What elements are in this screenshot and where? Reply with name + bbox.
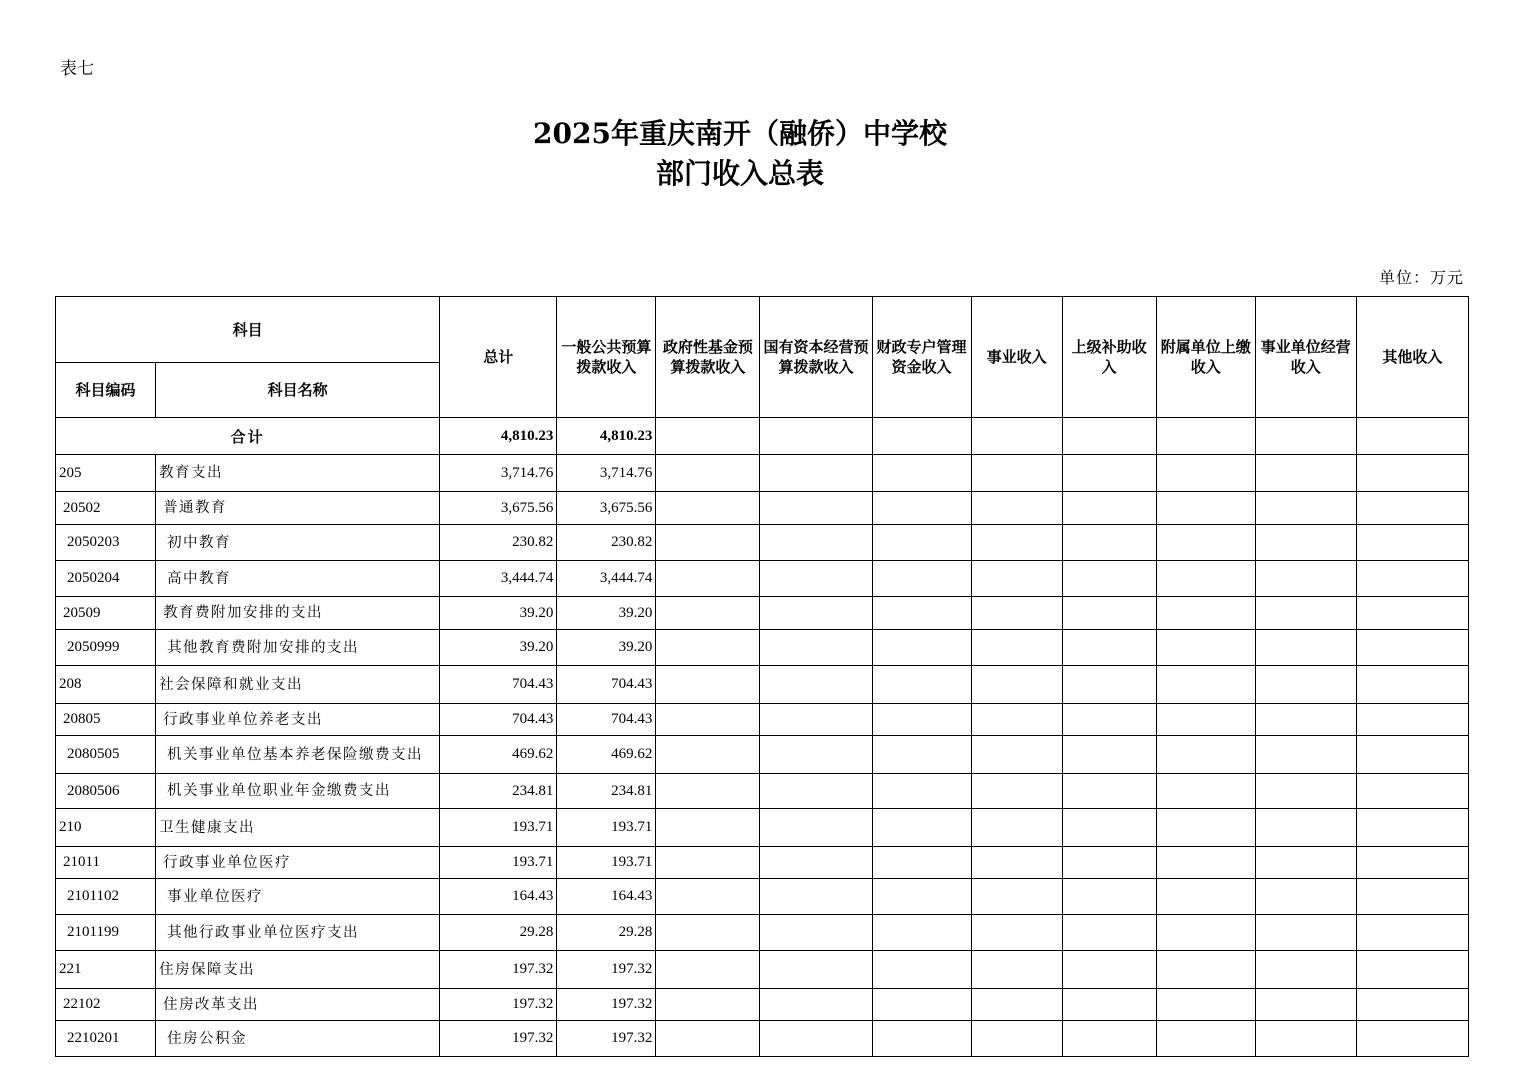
row-empty-cell <box>656 1021 760 1057</box>
row-empty-cell <box>872 774 971 809</box>
row-general-public: 704.43 <box>557 666 656 704</box>
row-empty-cell <box>1156 847 1255 879</box>
row-empty-cell <box>1062 989 1156 1021</box>
row-empty-cell <box>1356 492 1468 525</box>
row-empty-cell <box>1156 666 1255 704</box>
row-subject-name: 住房保障支出 <box>156 951 440 989</box>
row-subject-name: 社会保障和就业支出 <box>156 666 440 704</box>
row-empty-cell <box>1255 879 1356 915</box>
row-empty-cell <box>872 666 971 704</box>
row-total: 3,714.76 <box>440 455 557 492</box>
row-total: 193.71 <box>440 847 557 879</box>
table-row <box>56 492 1469 525</box>
row-empty-cell <box>1156 597 1255 630</box>
row-total: 230.82 <box>440 525 557 561</box>
row-general-public: 3,714.76 <box>557 455 656 492</box>
row-subject-name: 住房改革支出 <box>156 989 440 1021</box>
row-empty-cell <box>1062 847 1156 879</box>
row-empty-cell <box>971 809 1062 847</box>
row-empty-cell <box>760 525 872 561</box>
row-empty-cell <box>760 989 872 1021</box>
row-empty-cell <box>656 879 760 915</box>
row-empty-cell <box>1062 736 1156 774</box>
row-empty-cell <box>760 666 872 704</box>
row-empty-cell <box>1062 597 1156 630</box>
table-row <box>56 630 1469 666</box>
row-empty-cell <box>1062 1021 1156 1057</box>
table-row <box>56 525 1469 561</box>
row-general-public: 234.81 <box>557 774 656 809</box>
row-total: 3,444.74 <box>440 561 557 597</box>
total-row-label: 合计 <box>56 418 440 455</box>
row-empty-cell <box>971 666 1062 704</box>
row-empty-cell <box>1255 847 1356 879</box>
row-subject-name: 高中教育 <box>156 561 440 597</box>
row-empty-cell <box>872 492 971 525</box>
row-empty-cell <box>760 879 872 915</box>
row-empty-cell <box>1356 597 1468 630</box>
row-empty-cell <box>872 809 971 847</box>
row-empty-cell <box>1255 666 1356 704</box>
row-empty-cell <box>1356 704 1468 736</box>
row-subject-code: 205 <box>56 455 156 492</box>
row-empty-cell <box>872 915 971 951</box>
row-subject-code: 20502 <box>56 492 156 525</box>
row-empty-cell <box>1156 561 1255 597</box>
table-row <box>56 561 1469 597</box>
row-subject-code: 2050203 <box>56 525 156 561</box>
row-empty-cell <box>971 492 1062 525</box>
row-total: 39.20 <box>440 630 557 666</box>
row-general-public: 164.43 <box>557 879 656 915</box>
row-empty-cell <box>656 736 760 774</box>
row-empty-cell <box>872 989 971 1021</box>
row-empty-cell <box>656 704 760 736</box>
row-subject-name: 行政事业单位养老支出 <box>156 704 440 736</box>
row-empty-cell <box>760 630 872 666</box>
row-empty-cell <box>1062 951 1156 989</box>
row-total: 29.28 <box>440 915 557 951</box>
row-empty-cell <box>971 630 1062 666</box>
table-row <box>56 989 1469 1021</box>
row-general-public: 197.32 <box>557 1021 656 1057</box>
row-empty-cell <box>1062 915 1156 951</box>
row-empty-cell <box>1062 492 1156 525</box>
row-empty-cell <box>971 915 1062 951</box>
row-empty-cell <box>1356 630 1468 666</box>
row-empty-cell <box>1356 989 1468 1021</box>
row-empty-cell <box>760 1021 872 1057</box>
table-row <box>56 704 1469 736</box>
row-subject-name: 机关事业单位基本养老保险缴费支出 <box>156 736 440 774</box>
row-empty-cell <box>1255 736 1356 774</box>
table-row <box>56 809 1469 847</box>
header-other-income: 其他收入 <box>1356 297 1468 418</box>
row-empty-cell <box>760 809 872 847</box>
total-row <box>56 418 1469 455</box>
header-gov-fund: 政府性基金预算拨款收入 <box>656 297 760 418</box>
row-empty-cell <box>1356 951 1468 989</box>
row-empty-cell <box>1062 525 1156 561</box>
row-empty-cell <box>1156 774 1255 809</box>
row-empty-cell <box>656 597 760 630</box>
row-empty-cell <box>872 561 971 597</box>
row-empty-cell <box>971 951 1062 989</box>
row-empty-cell <box>1062 666 1156 704</box>
row-subject-code: 2080505 <box>56 736 156 774</box>
row-empty-cell <box>656 525 760 561</box>
row-empty-cell <box>1255 989 1356 1021</box>
row-subject-code: 221 <box>56 951 156 989</box>
row-total: 704.43 <box>440 666 557 704</box>
header-business-income: 事业收入 <box>971 297 1062 418</box>
row-empty-cell <box>656 630 760 666</box>
row-subject-code: 20805 <box>56 704 156 736</box>
row-empty-cell <box>1255 809 1356 847</box>
row-empty-cell <box>971 989 1062 1021</box>
row-subject-code: 210 <box>56 809 156 847</box>
row-empty-cell <box>1356 879 1468 915</box>
row-empty-cell <box>1156 704 1255 736</box>
page-subtitle: 部门收入总表 <box>655 157 824 190</box>
row-empty-cell <box>1356 736 1468 774</box>
row-subject-code: 20509 <box>56 597 156 630</box>
header-total: 总计 <box>440 297 557 418</box>
row-empty-cell <box>1062 879 1156 915</box>
unit-label: 单位：万元 <box>1378 268 1464 287</box>
row-total: 197.32 <box>440 1021 557 1057</box>
row-empty-cell <box>971 597 1062 630</box>
row-total: 39.20 <box>440 597 557 630</box>
row-total: 3,675.56 <box>440 492 557 525</box>
row-empty-cell <box>760 561 872 597</box>
row-total: 197.32 <box>440 951 557 989</box>
row-empty-cell <box>656 915 760 951</box>
row-empty-cell <box>971 879 1062 915</box>
row-empty-cell <box>1356 561 1468 597</box>
row-subject-name: 住房公积金 <box>156 1021 440 1057</box>
row-empty-cell <box>1156 915 1255 951</box>
table-row <box>56 597 1469 630</box>
row-empty-cell <box>1062 774 1156 809</box>
table-row <box>56 915 1469 951</box>
row-empty-cell <box>1156 1021 1255 1057</box>
table-number-label: 表七 <box>60 59 94 79</box>
row-empty-cell <box>971 455 1062 492</box>
header-affiliated-payment: 附属单位上缴收入 <box>1156 297 1255 418</box>
row-empty-cell <box>1062 561 1156 597</box>
row-empty-cell <box>872 847 971 879</box>
row-subject-code: 2080506 <box>56 774 156 809</box>
table-row <box>56 1021 1469 1057</box>
row-general-public: 193.71 <box>557 809 656 847</box>
row-empty-cell <box>1156 951 1255 989</box>
header-subject-name: 科目名称 <box>156 363 440 418</box>
row-subject-code: 2101102 <box>56 879 156 915</box>
row-subject-name: 其他教育费附加安排的支出 <box>156 630 440 666</box>
row-empty-cell <box>872 525 971 561</box>
row-empty-cell <box>656 951 760 989</box>
total-row-general-public: 4,810.23 <box>557 418 656 455</box>
page-title: 2025年重庆南开（融侨）中学校 <box>533 117 947 150</box>
row-empty-cell <box>1156 630 1255 666</box>
row-empty-cell <box>760 597 872 630</box>
row-empty-cell <box>1156 525 1255 561</box>
row-general-public: 197.32 <box>557 989 656 1021</box>
row-empty-cell <box>872 736 971 774</box>
row-empty-cell <box>656 561 760 597</box>
row-subject-code: 208 <box>56 666 156 704</box>
row-empty-cell <box>1062 455 1156 492</box>
row-empty-cell <box>1255 525 1356 561</box>
header-state-capital: 国有资本经营预算拨款收入 <box>760 297 872 418</box>
row-empty-cell <box>1255 492 1356 525</box>
row-empty-cell <box>971 847 1062 879</box>
row-subject-name: 初中教育 <box>156 525 440 561</box>
row-subject-name: 其他行政事业单位医疗支出 <box>156 915 440 951</box>
table-row <box>56 951 1469 989</box>
row-total: 469.62 <box>440 736 557 774</box>
row-empty-cell <box>656 989 760 1021</box>
row-empty-cell <box>760 847 872 879</box>
row-empty-cell <box>1255 630 1356 666</box>
row-total: 234.81 <box>440 774 557 809</box>
row-empty-cell <box>760 774 872 809</box>
row-empty-cell <box>656 774 760 809</box>
row-empty-cell <box>656 492 760 525</box>
row-subject-name: 事业单位医疗 <box>156 879 440 915</box>
header-subject-code: 科目编码 <box>56 363 156 418</box>
row-empty-cell <box>760 492 872 525</box>
row-empty-cell <box>971 774 1062 809</box>
row-empty-cell <box>872 1021 971 1057</box>
row-empty-cell <box>872 455 971 492</box>
header-fiscal-special: 财政专户管理资金收入 <box>872 297 971 418</box>
row-empty-cell <box>1062 630 1156 666</box>
income-summary-table <box>55 296 1469 1057</box>
row-empty-cell <box>971 704 1062 736</box>
row-empty-cell <box>1156 455 1255 492</box>
row-empty-cell <box>656 847 760 879</box>
row-empty-cell <box>1356 525 1468 561</box>
row-empty-cell <box>1356 847 1468 879</box>
row-total: 704.43 <box>440 704 557 736</box>
row-empty-cell <box>872 951 971 989</box>
table-row <box>56 774 1469 809</box>
row-empty-cell <box>872 597 971 630</box>
row-empty-cell <box>1062 704 1156 736</box>
row-empty-cell <box>760 951 872 989</box>
row-subject-name: 机关事业单位职业年金缴费支出 <box>156 774 440 809</box>
row-empty-cell <box>1156 492 1255 525</box>
row-general-public: 3,444.74 <box>557 561 656 597</box>
row-empty-cell <box>656 809 760 847</box>
row-empty-cell <box>656 455 760 492</box>
row-subject-code: 22102 <box>56 989 156 1021</box>
row-subject-code: 2050204 <box>56 561 156 597</box>
row-empty-cell <box>1255 455 1356 492</box>
row-empty-cell <box>872 704 971 736</box>
header-general-public: 一般公共预算拨款收入 <box>557 297 656 418</box>
row-subject-code: 2050999 <box>56 630 156 666</box>
row-empty-cell <box>656 666 760 704</box>
total-row-total: 4,810.23 <box>440 418 557 455</box>
table-row <box>56 455 1469 492</box>
row-empty-cell <box>1255 915 1356 951</box>
row-subject-name: 普通教育 <box>156 492 440 525</box>
row-total: 164.43 <box>440 879 557 915</box>
row-total: 197.32 <box>440 989 557 1021</box>
row-subject-name: 行政事业单位医疗 <box>156 847 440 879</box>
row-subject-code: 2210201 <box>56 1021 156 1057</box>
row-empty-cell <box>872 879 971 915</box>
row-empty-cell <box>1255 951 1356 989</box>
row-empty-cell <box>760 455 872 492</box>
row-subject-code: 21011 <box>56 847 156 879</box>
row-subject-name: 教育支出 <box>156 455 440 492</box>
table-row <box>56 847 1469 879</box>
row-general-public: 39.20 <box>557 630 656 666</box>
row-empty-cell <box>1356 809 1468 847</box>
row-subject-code: 2101199 <box>56 915 156 951</box>
row-empty-cell <box>1255 704 1356 736</box>
row-empty-cell <box>1062 809 1156 847</box>
table-row <box>56 736 1469 774</box>
row-empty-cell <box>1255 1021 1356 1057</box>
row-general-public: 197.32 <box>557 951 656 989</box>
row-empty-cell <box>872 630 971 666</box>
row-empty-cell <box>1156 879 1255 915</box>
row-empty-cell <box>1356 1021 1468 1057</box>
row-empty-cell <box>1356 666 1468 704</box>
row-empty-cell <box>1255 597 1356 630</box>
row-subject-name: 卫生健康支出 <box>156 809 440 847</box>
row-empty-cell <box>1356 455 1468 492</box>
table-row <box>56 879 1469 915</box>
row-empty-cell <box>760 736 872 774</box>
row-general-public: 29.28 <box>557 915 656 951</box>
row-empty-cell <box>971 1021 1062 1057</box>
row-general-public: 230.82 <box>557 525 656 561</box>
row-empty-cell <box>1356 915 1468 951</box>
row-empty-cell <box>1156 989 1255 1021</box>
row-empty-cell <box>1156 736 1255 774</box>
row-empty-cell <box>971 525 1062 561</box>
row-subject-name: 教育费附加安排的支出 <box>156 597 440 630</box>
row-empty-cell <box>1255 561 1356 597</box>
row-general-public: 3,675.56 <box>557 492 656 525</box>
row-empty-cell <box>971 736 1062 774</box>
row-general-public: 704.43 <box>557 704 656 736</box>
row-empty-cell <box>760 704 872 736</box>
header-superior-subsidy: 上级补助收入 <box>1062 297 1156 418</box>
header-subject: 科目 <box>56 297 440 363</box>
row-empty-cell <box>760 915 872 951</box>
row-empty-cell <box>971 561 1062 597</box>
row-general-public: 193.71 <box>557 847 656 879</box>
row-general-public: 39.20 <box>557 597 656 630</box>
table-row <box>56 666 1469 704</box>
row-empty-cell <box>1356 774 1468 809</box>
header-business-operation: 事业单位经营收入 <box>1255 297 1356 418</box>
row-general-public: 469.62 <box>557 736 656 774</box>
row-total: 193.71 <box>440 809 557 847</box>
row-empty-cell <box>1255 774 1356 809</box>
row-empty-cell <box>1156 809 1255 847</box>
